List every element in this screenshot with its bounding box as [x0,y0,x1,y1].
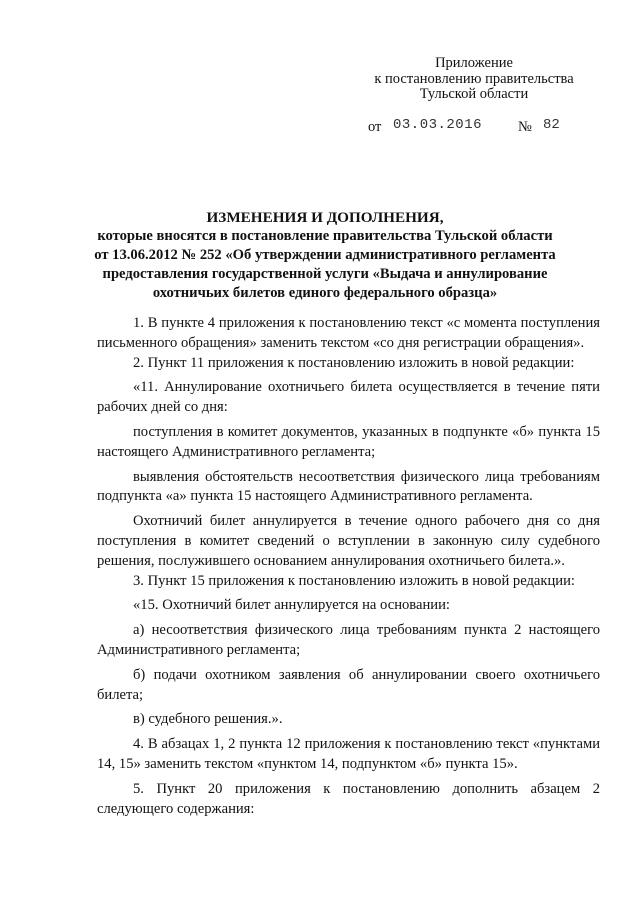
title-line: от 13.06.2012 № 252 «Об утверждении административного регламента [94,247,556,263]
paragraph: Охотничий билет аннулируется в течение одного рабочего дня со дня поступления в комитет сведений о вступлении в законную силу судебного решения, послужившего основанием аннулирования охотничьего билета.». [97,513,600,569]
document-title [90,208,560,303]
paragraph: 4. В абзацах 1, 2 пункта 12 приложения к постановлению текст «пунктами 14, 15» заменить текстом «пунктом 14, подпунктом «б» пункта 15». [97,736,600,772]
paragraph: 5. Пункт 20 приложения к постановлению дополнить абзацем 2 следующего содержания: [97,780,600,817]
paragraph: поступления в комитет документов, указанных в подпункте «б» пункта 15 настоящего Административного регламента; [97,423,600,460]
document-body [97,314,600,819]
paragraph: выявления обстоятельств несоответствия физического лица требованиям подпункта «а» пункта 15 настоящего Административного регламента. [97,468,600,505]
document-number: 82 [543,117,560,133]
paragraph: б) подачи охотником заявления об аннулировании своего охотничьего билета; [97,666,600,703]
paragraph: «15. Охотничий билет аннулируется на основании: [133,597,450,614]
paragraph: «11. Аннулирование охотничьего билета осуществляется в течение пяти рабочих дней со дня: [97,379,600,416]
appendix-header [356,56,592,103]
date-prefix: от [368,119,382,135]
appendix-line: Тульской области [419,86,529,102]
paragraph: 1. В пункте 4 приложения к постановлению текст «с момента поступления письменного обращения» заменить текстом «со дня регистрации обращения». [97,315,600,351]
title-line: предоставления государственной услуги «Выдача и аннулирование [102,266,548,282]
number-label: № [518,119,532,135]
paragraph: 3. Пункт 15 приложения к постановлению изложить в новой редакции: [133,572,575,589]
paragraph: а) несоответствия физического лица требованиям пункта 2 настоящего Административного регламента; [97,622,600,658]
document-date: 03.03.2016 [393,117,483,133]
appendix-line: к постановлению правительства [374,70,574,87]
title-line: охотничьих билетов единого федерального образца» [152,285,498,301]
appendix-line: Приложение [435,55,513,71]
paragraph: 2. Пункт 11 приложения к постановлению изложить в новой редакции: [133,354,575,371]
paragraph: в) судебного решения.». [133,711,283,728]
title-line: которые вносятся в постановление правительства Тульской области [97,228,553,244]
title-line: ИЗМЕНЕНИЯ И ДОПОЛНЕНИЯ, [206,209,444,226]
